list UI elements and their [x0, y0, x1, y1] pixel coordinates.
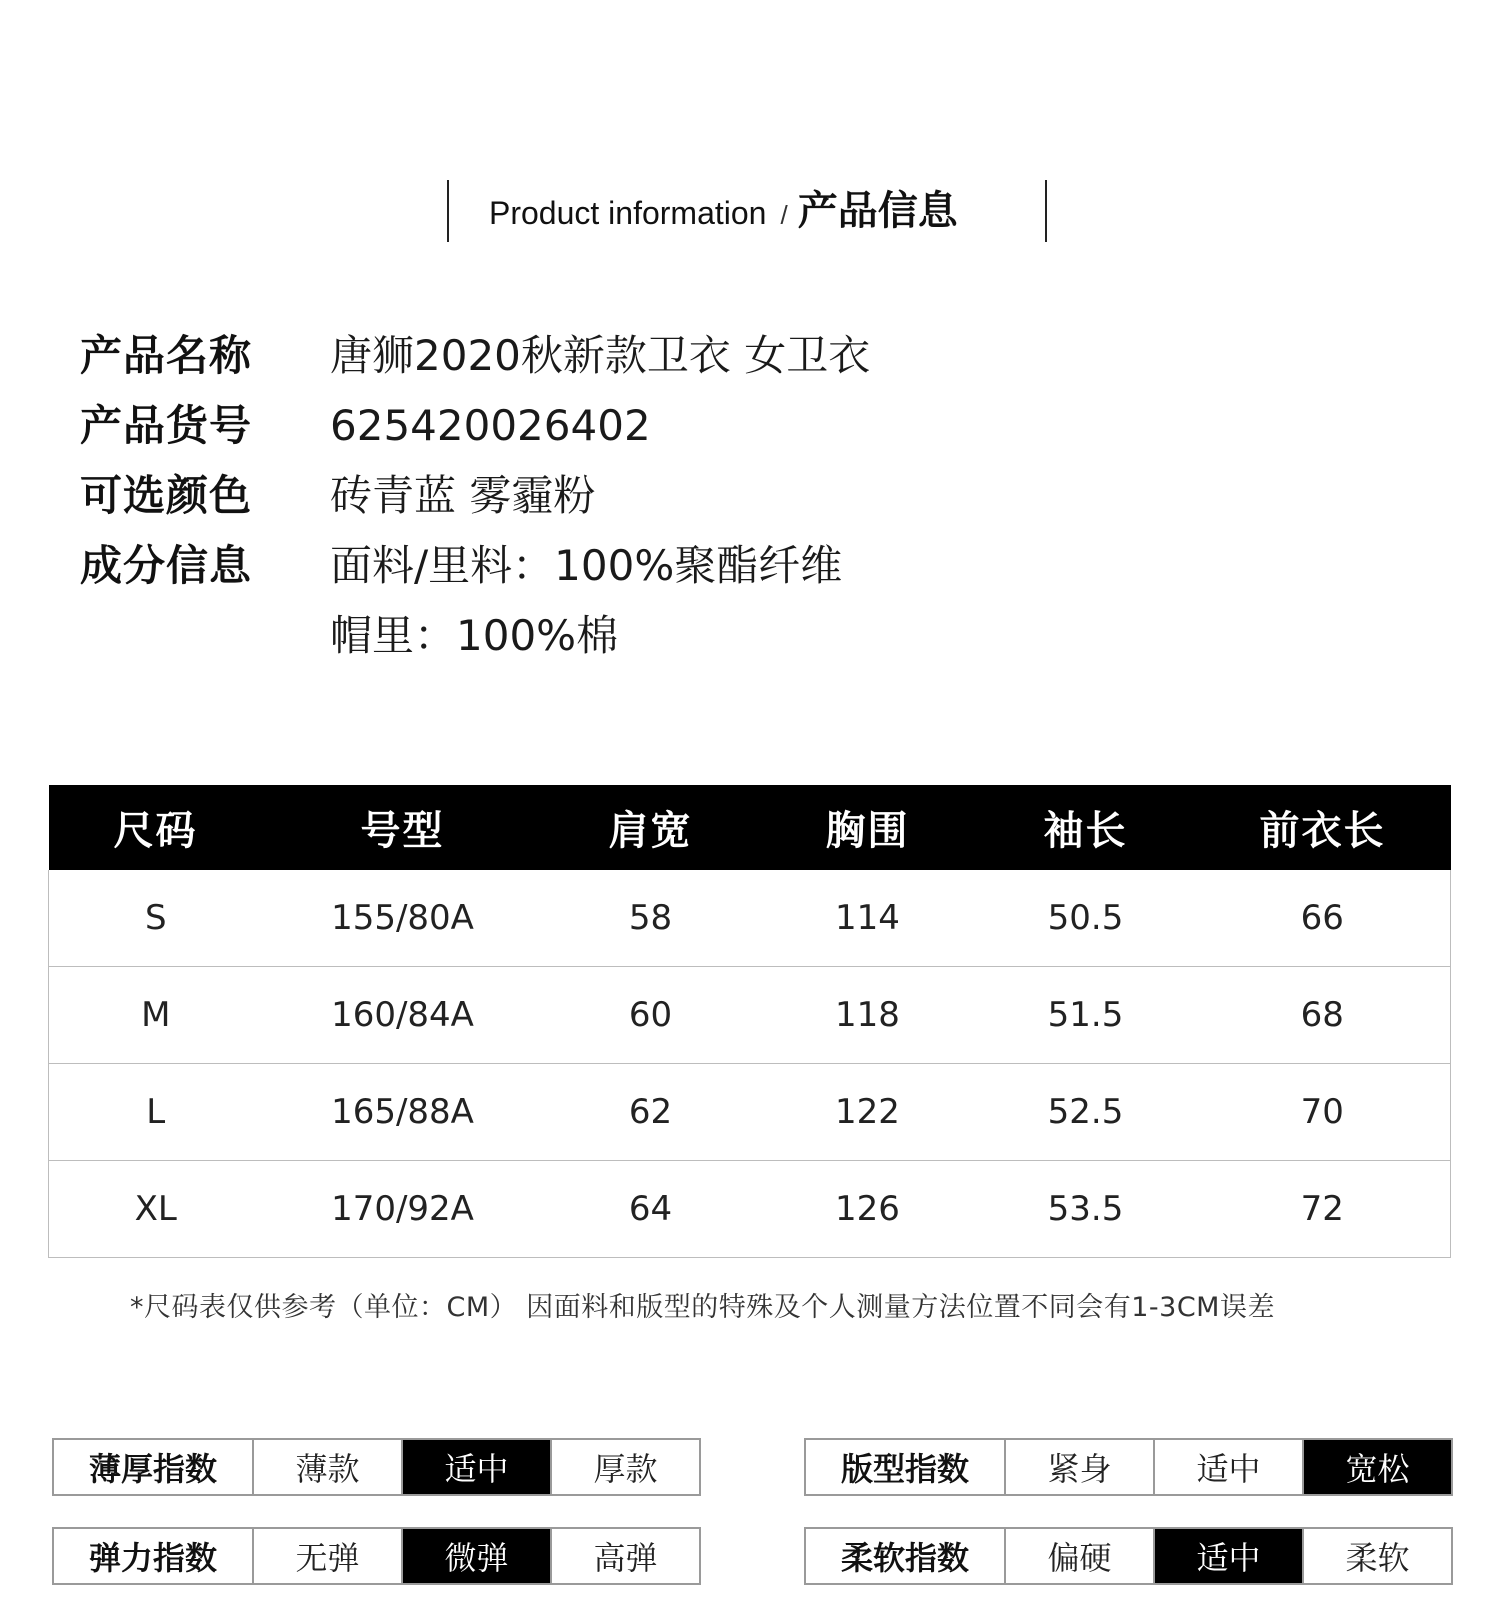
table-cell: 64	[543, 1161, 759, 1258]
section-title	[489, 186, 958, 244]
table-cell: L	[49, 1064, 263, 1161]
size-chart-note: *尺码表仅供参考（单位：CM） 因面料和版型的特殊及个人测量方法位置不同会有1-3CM误差	[130, 1292, 1275, 1323]
header-divider-left	[447, 180, 449, 242]
size-chart-table	[48, 785, 1451, 1258]
thickness-index	[52, 1438, 701, 1496]
fit-option: 宽松	[1302, 1440, 1451, 1494]
thickness-option: 薄款	[252, 1440, 401, 1494]
table-cell: S	[144, 898, 167, 938]
table-cell: 118	[759, 967, 977, 1064]
table-cell: 66	[1300, 898, 1344, 938]
elasticity-option: 微弹	[401, 1529, 550, 1583]
table-cell: M	[49, 967, 263, 1064]
table-row	[49, 870, 1451, 967]
thickness-option: 厚款	[550, 1440, 699, 1494]
thickness-option: 适中	[401, 1440, 550, 1494]
section-title-slash: /	[780, 200, 788, 230]
softness-index	[804, 1527, 1453, 1585]
section-title-english: Product information	[489, 195, 767, 231]
size-chart-header-cell: 胸围	[759, 785, 977, 870]
table-cell: 51.5	[977, 967, 1195, 1064]
info-label-composition: 成分信息	[80, 541, 253, 590]
table-cell: 68	[1195, 967, 1451, 1064]
table-cell: 155/80A	[331, 898, 474, 938]
table-cell: 70	[1195, 1064, 1451, 1161]
fit-option: 适中	[1153, 1440, 1302, 1494]
table-cell: 114	[835, 898, 900, 938]
fit-index	[804, 1438, 1453, 1496]
size-chart-header-cell: 号型	[263, 785, 543, 870]
table-cell: 60	[543, 967, 759, 1064]
info-value-name: 唐狮2020秋新款卫衣 女卫衣	[330, 331, 871, 380]
thickness-index-label: 薄厚指数	[88, 1450, 217, 1488]
table-cell: 160/84A	[263, 967, 543, 1064]
elasticity-index	[52, 1527, 701, 1585]
table-row	[49, 967, 1451, 1064]
table-cell: 50.5	[1047, 898, 1124, 938]
info-label-sku: 产品货号	[80, 401, 253, 450]
table-cell: 170/92A	[263, 1161, 543, 1258]
info-value-sku: 625420026402	[330, 401, 651, 450]
size-chart-header-cell: 肩宽	[543, 785, 759, 870]
size-chart-header-cell: 尺码	[49, 785, 263, 870]
elasticity-option: 高弹	[550, 1529, 699, 1583]
info-value-composition-hood: 帽里：100%棉	[330, 611, 619, 660]
elasticity-index-label: 弹力指数	[88, 1539, 217, 1577]
size-chart-header-cell: 袖长	[977, 785, 1195, 870]
table-cell: 53.5	[977, 1161, 1195, 1258]
section-header	[447, 180, 1047, 242]
info-label-name: 产品名称	[80, 331, 253, 380]
info-value-color: 砖青蓝 雾霾粉	[330, 471, 596, 520]
table-cell: 165/88A	[263, 1064, 543, 1161]
table-cell: 122	[759, 1064, 977, 1161]
table-row	[49, 1161, 1451, 1258]
table-cell: 58	[628, 898, 673, 938]
table-cell: 72	[1195, 1161, 1451, 1258]
fit-index-label: 版型指数	[840, 1450, 969, 1488]
table-row	[49, 1064, 1451, 1161]
table-cell: XL	[49, 1161, 263, 1258]
softness-index-label: 柔软指数	[840, 1539, 969, 1577]
softness-option: 偏硬	[1004, 1529, 1153, 1583]
table-cell: 62	[543, 1064, 759, 1161]
info-label-color: 可选颜色	[80, 471, 253, 520]
size-chart-header-cell: 前衣长	[1195, 785, 1451, 870]
info-value-composition-fabric: 面料/里料：100%聚酯纤维	[330, 541, 843, 590]
softness-option: 柔软	[1302, 1529, 1451, 1583]
table-cell: 126	[759, 1161, 977, 1258]
softness-option: 适中	[1153, 1529, 1302, 1583]
header-divider-right	[1045, 180, 1047, 242]
section-title-chinese: 产品信息	[797, 188, 958, 234]
table-cell: 52.5	[977, 1064, 1195, 1161]
size-chart-header-row	[49, 785, 1451, 870]
fit-option: 紧身	[1004, 1440, 1153, 1494]
elasticity-option: 无弹	[252, 1529, 401, 1583]
